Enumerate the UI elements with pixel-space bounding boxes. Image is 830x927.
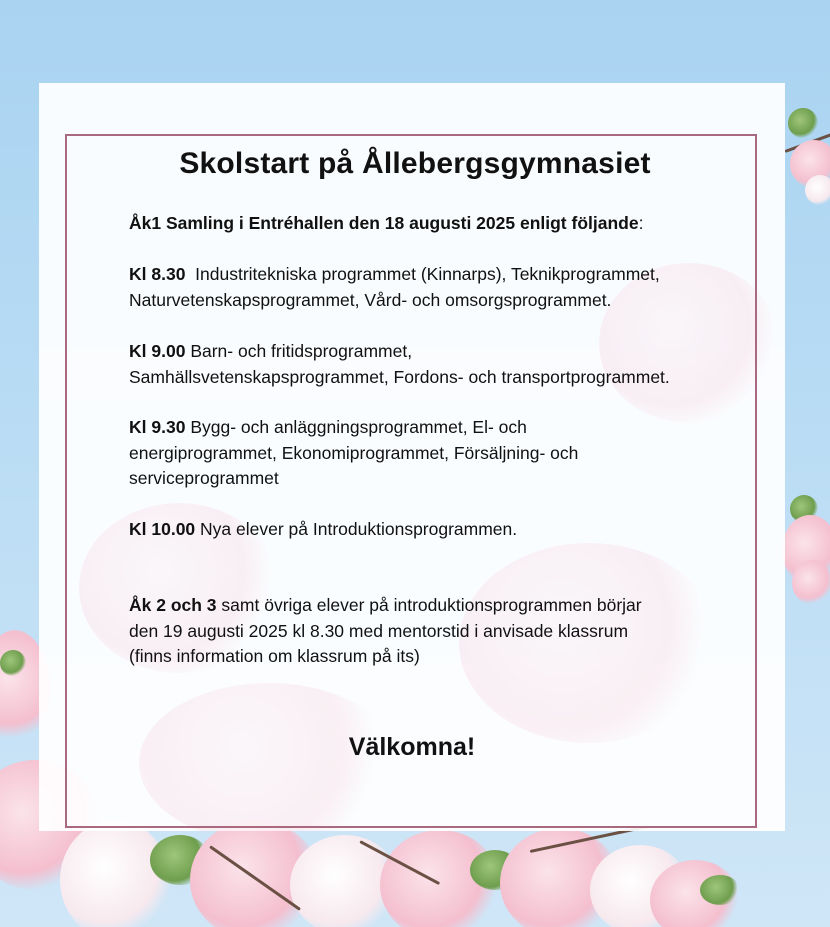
- blossom-cluster: [792, 560, 830, 605]
- other-years-line: den 19 augusti 2025 kl 8.30 med mentorstid i anvisade klassrum: [129, 620, 629, 641]
- session-block: [129, 262, 729, 313]
- session-line: Barn- och fritidsprogrammet,: [190, 341, 413, 361]
- other-years-bold: Åk 2 och 3: [129, 595, 217, 615]
- session-block: [129, 415, 729, 492]
- leaf: [700, 875, 740, 905]
- session-line: energiprogrammet, Ekonomiprogrammet, Försäljning- och: [129, 442, 579, 463]
- session-time: Kl 10.00: [129, 519, 196, 539]
- page-title: Skolstart på Ållebergsgymnasiet: [179, 147, 651, 180]
- session-block: [129, 517, 729, 543]
- session-line: Nya elever på Introduktionsprogrammen.: [200, 519, 518, 539]
- leaf: [788, 108, 818, 138]
- intro-line: [129, 211, 729, 237]
- session-block: [129, 339, 729, 390]
- blossom-cluster: [60, 820, 170, 927]
- session-time: Kl 8.30: [129, 264, 186, 284]
- intro-suffix: :: [638, 213, 644, 233]
- session-time: Kl 9.00: [129, 341, 186, 361]
- leaf: [0, 650, 26, 676]
- other-years-block: [129, 593, 729, 670]
- session-line: Industritekniska programmet (Kinnarps), Teknikprogrammet,: [195, 264, 660, 284]
- session-line: serviceprogrammet: [129, 468, 279, 488]
- session-line: Bygg- och anläggningsprogrammet, El- och: [190, 417, 527, 437]
- other-years-line: (finns information om klassrum på its): [129, 646, 420, 666]
- session-line: Naturvetenskapsprogrammet, Vård- och omsorgsprogrammet.: [129, 289, 612, 310]
- intro-bold: Åk1 Samling i Entréhallen den 18 augusti 2025 enligt följande: [129, 213, 639, 233]
- welcome-text: Välkomna!: [348, 733, 476, 761]
- session-time: Kl 9.30: [129, 417, 186, 437]
- other-years-line: samt övriga elever på introduktionsprogrammen börjar: [221, 595, 642, 615]
- session-line: Samhällsvetenskapsprogrammet, Fordons- och transportprogrammet.: [129, 366, 670, 387]
